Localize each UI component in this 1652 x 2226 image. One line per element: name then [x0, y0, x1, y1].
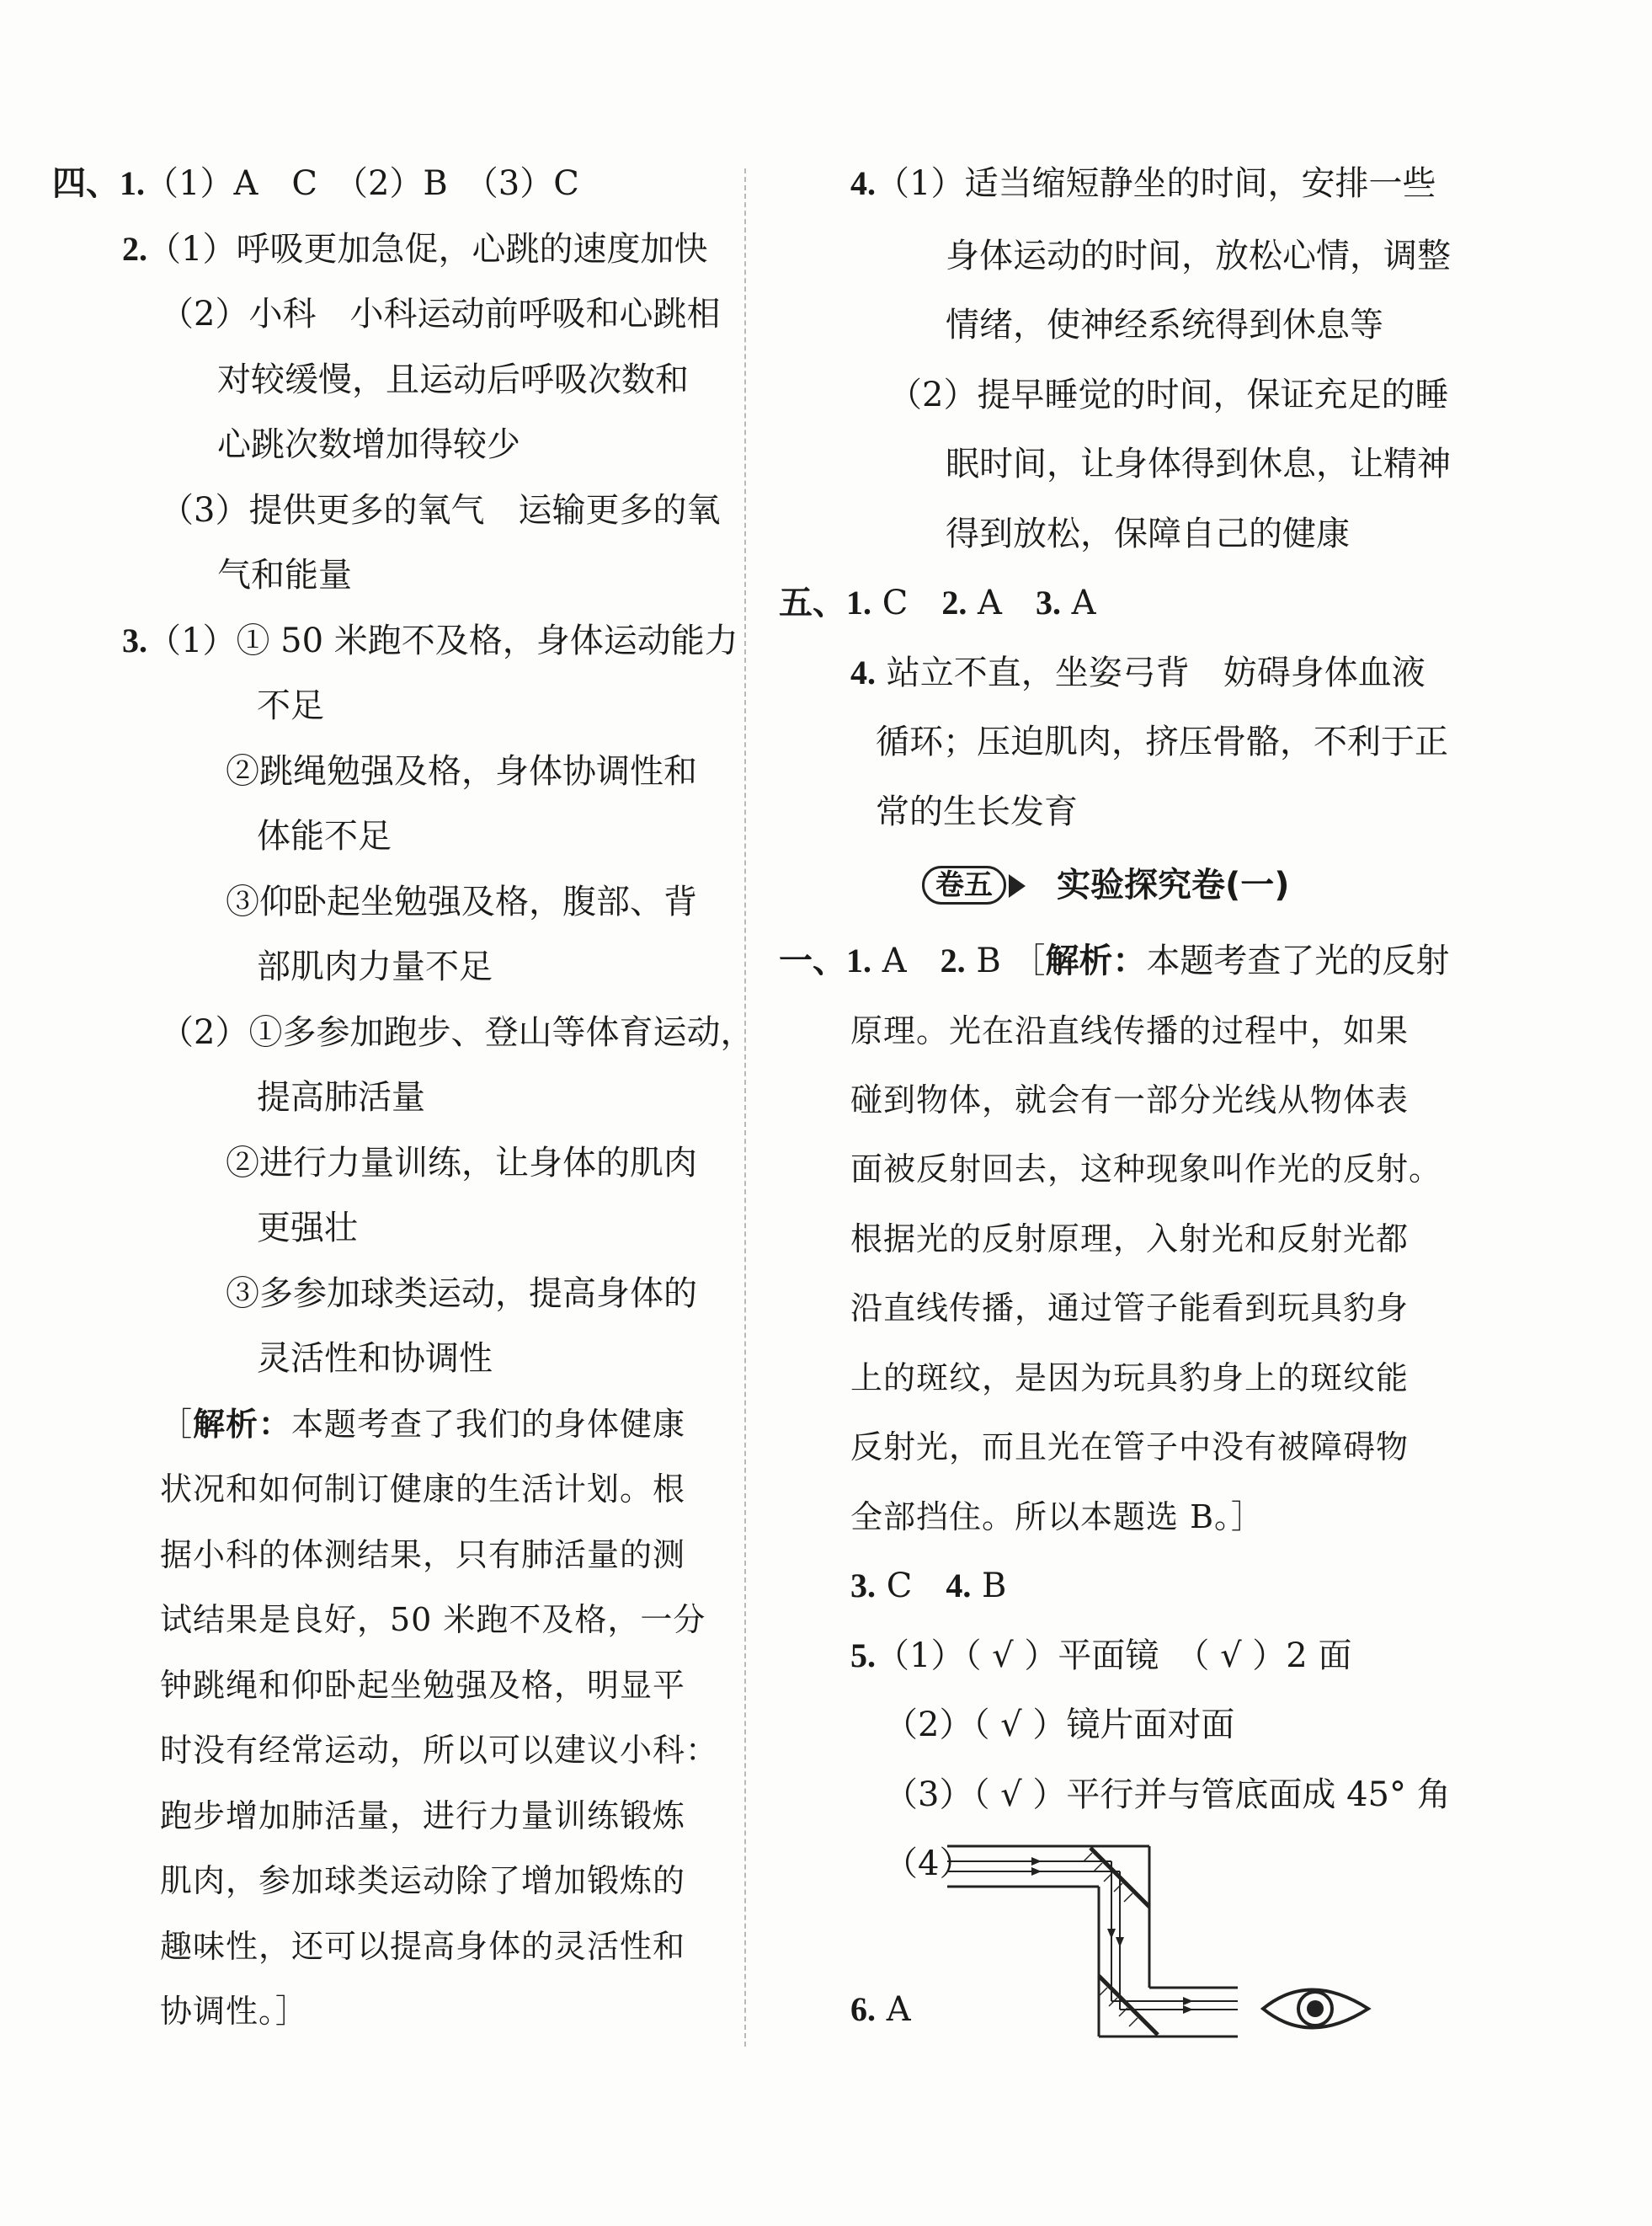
- text-line: 体能不足: [257, 817, 392, 856]
- text-line: 跑步增加肺活量，进行力量训练锻炼: [160, 1797, 686, 1834]
- text-line: 2.（1）呼吸更加急促，心跳的速度加快: [122, 230, 708, 269]
- text-line: 时没有经常运动，所以可以建议小科：: [160, 1732, 719, 1769]
- text-line: 五、1. C 2. A 3. A: [779, 584, 1096, 622]
- text-line: 一、1. A 2. B ［解析：本题考查了光的反射: [779, 942, 1450, 980]
- text-line: 5.（1）（ √ ）平面镜 （ √ ）2 面: [850, 1636, 1352, 1675]
- text-line: 沿直线传播，通过管子能看到玩具豹身: [850, 1289, 1410, 1327]
- text-line: 钟跳绳和仰卧起坐勉强及格，明显平: [160, 1667, 686, 1704]
- text-line: 提高肺活量: [257, 1078, 425, 1117]
- text-line: ③多参加球类运动，提高身体的: [226, 1274, 697, 1313]
- text-line: 肌肉，参加球类运动除了增加锻炼的: [160, 1862, 686, 1899]
- text-line: 四、1.（1）A C （2）B （3）C: [52, 164, 579, 203]
- text-line: 试结果是良好，50 米跑不及格，一分: [160, 1601, 706, 1638]
- text-line: 眠时间，让身体得到休息，让精神: [946, 445, 1451, 483]
- text-line: ③仰卧起坐勉强及格，腹部、背: [226, 883, 697, 921]
- text-line: 上的斑纹，是因为玩具豹身上的斑纹能: [850, 1359, 1410, 1396]
- text-line: 循环；压迫肌肉，挤压骨骼，不利于正: [876, 723, 1448, 761]
- periscope-diagram: [947, 1836, 1537, 2038]
- section-title: 实验探究卷(一): [1057, 866, 1290, 905]
- text-line: （2）小科 小科运动前呼吸和心跳相: [160, 295, 721, 334]
- text-line: （2）提早睡觉的时间，保证充足的睡: [888, 376, 1449, 414]
- tag-arrow-icon: [1009, 874, 1026, 898]
- text-line: 原理。光在沿直线传播的过程中，如果: [850, 1012, 1410, 1049]
- text-line: ②进行力量训练，让身体的肌肉: [226, 1144, 697, 1182]
- column-divider: [744, 168, 746, 2047]
- text-line: ［解析：本题考查了我们的身体健康: [160, 1406, 686, 1443]
- text-line: 身体运动的时间，放松心情，调整: [946, 237, 1451, 275]
- text-line: 4. 站立不直，坐姿弓背 妨碍身体血液: [850, 654, 1426, 692]
- text-line: 3.（1）① 50 米跑不及格，身体运动能力: [122, 622, 738, 660]
- text-line: （2）①多参加跑步、登山等体育运动，: [160, 1013, 754, 1052]
- text-line: 更强壮: [257, 1209, 358, 1247]
- text-line: 对较缓慢，且运动后呼吸次数和: [217, 360, 689, 399]
- text-line: 反射光，而且光在管子中没有被障碍物: [850, 1428, 1410, 1465]
- text-line: 心跳次数增加得较少: [217, 425, 520, 464]
- text-line: （3）提供更多的氧气 运输更多的氧: [160, 491, 721, 530]
- text-line: 全部挡住。所以本题选 B。］: [850, 1498, 1265, 1535]
- text-line: 据小科的体测结果，只有肺活量的测: [160, 1536, 686, 1573]
- text-line: 4.（1）适当缩短静坐的时间，安排一些: [850, 164, 1436, 203]
- text-line: 3. C 4. B: [850, 1567, 1007, 1605]
- text-line: 气和能量: [217, 556, 352, 595]
- text-line: 碰到物体，就会有一部分光线从物体表: [850, 1081, 1410, 1118]
- text-line: （4）: [884, 1844, 973, 1883]
- text-line: （3）（ √ ）平行并与管底面成 45° 角: [884, 1775, 1451, 1814]
- text-line: ②跳绳勉强及格，身体协调性和: [226, 752, 697, 791]
- text-line: 不足: [257, 686, 324, 725]
- text-line: 趣味性，还可以提高身体的灵活性和: [160, 1928, 686, 1965]
- text-line: 协调性。］: [160, 1993, 309, 2030]
- text-line: 根据光的反射原理，入射光和反射光都: [850, 1220, 1410, 1257]
- text-line: 常的生长发育: [876, 793, 1078, 831]
- text-line: 部肌肉力量不足: [257, 948, 493, 986]
- text-line: 面被反射回去，这种现象叫作光的反射。: [850, 1150, 1442, 1188]
- text-line: （2）（ √ ）镜片面对面: [884, 1706, 1235, 1744]
- text-line: 灵活性和协调性: [257, 1339, 493, 1378]
- text-line: 得到放松，保障自己的健康: [946, 515, 1350, 553]
- text-line: 状况和如何制订健康的生活计划。根: [160, 1471, 686, 1508]
- text-line: 6. A: [850, 1990, 911, 2029]
- text-line: 情绪，使神经系统得到休息等: [946, 306, 1383, 344]
- section-tag: 卷五: [922, 866, 1006, 905]
